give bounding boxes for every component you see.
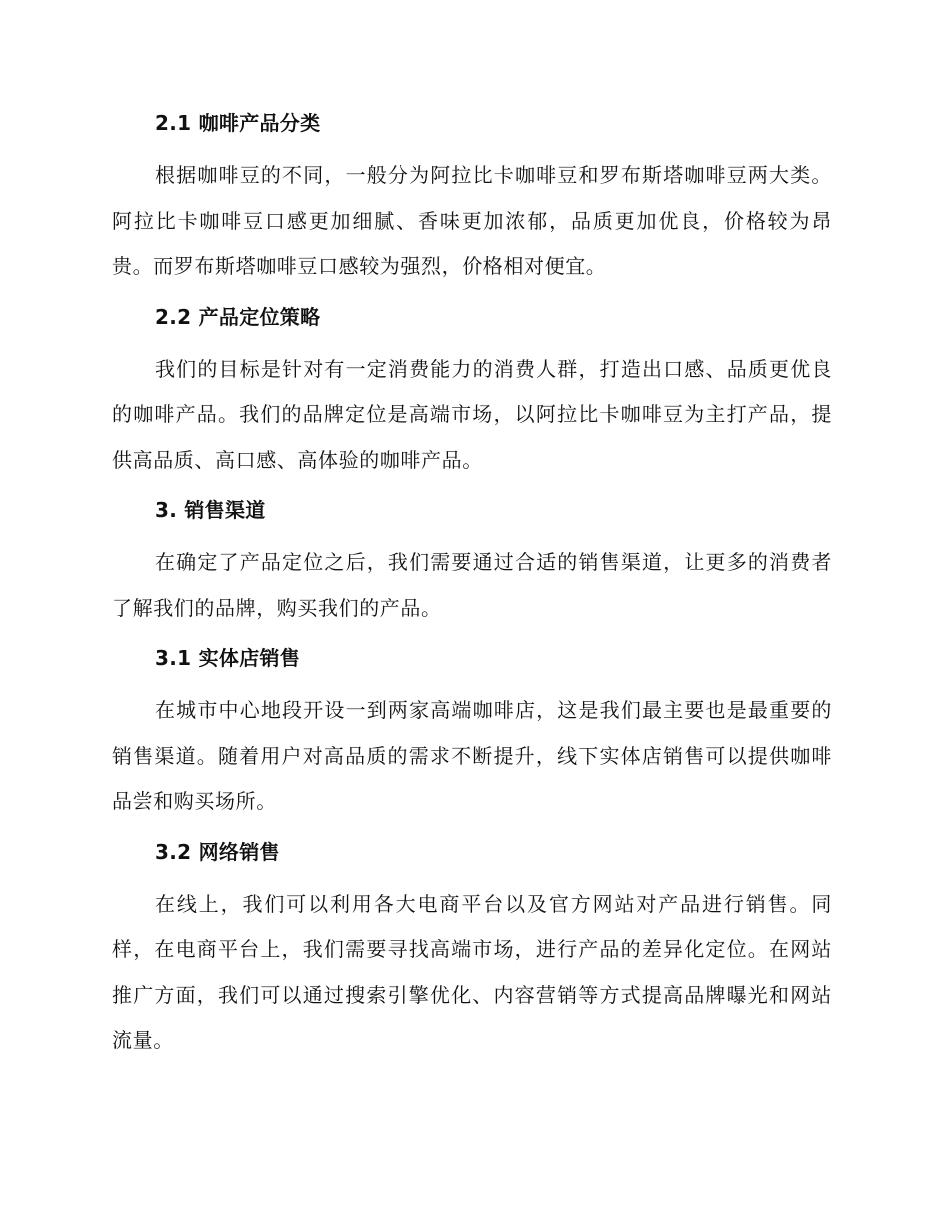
section-heading-2-1: 2.1 咖啡产品分类 [155,111,321,135]
section-paragraph-3-1: 在城市中心地段开设一到两家高端咖啡店，这是我们最主要也是最重要的销售渠道。随着用户对高品质的需求不断提升，线下实体店销售可以提供咖啡品尝和购买场所。 [112,698,832,813]
section-paragraph-2-1: 根据咖啡豆的不同，一般分为阿拉比卡咖啡豆和罗布斯塔咖啡豆两大类。阿拉比卡咖啡豆口感更加细腻、香味更加浓郁，品质更加优良，价格较为昂贵。而罗布斯塔咖啡豆口感较为强烈，价格相对便宜。 [112,163,832,278]
section-paragraph-3-2: 在线上，我们可以利用各大电商平台以及官方网站对产品进行销售。同样，在电商平台上，我们需要寻找高端市场，进行产品的差异化定位。在网站推广方面，我们可以通过搜索引擎优化、内容营销等方式提高品牌曝光和网站流量。 [112,891,832,1052]
section-heading-3-1: 3.1 实体店销售 [155,646,301,670]
section-heading-3: 3. 销售渠道 [155,498,266,522]
section-heading-2-2: 2.2 产品定位策略 [155,304,321,329]
section-heading-3-2: 3.2 网络销售 [155,839,280,864]
section-paragraph-2-2: 我们的目标是针对有一定消费能力的消费人群，打造出口感、品质更优良的咖啡产品。我们的品牌定位是高端市场，以阿拉比卡咖啡豆为主打产品，提供高品质、高口感、高体验的咖啡产品。 [112,356,832,472]
section-paragraph-3: 在确定了产品定位之后，我们需要通过合适的销售渠道，让更多的消费者了解我们的品牌，购买我们的产品。 [112,550,832,620]
document-page [112,108,832,1076]
